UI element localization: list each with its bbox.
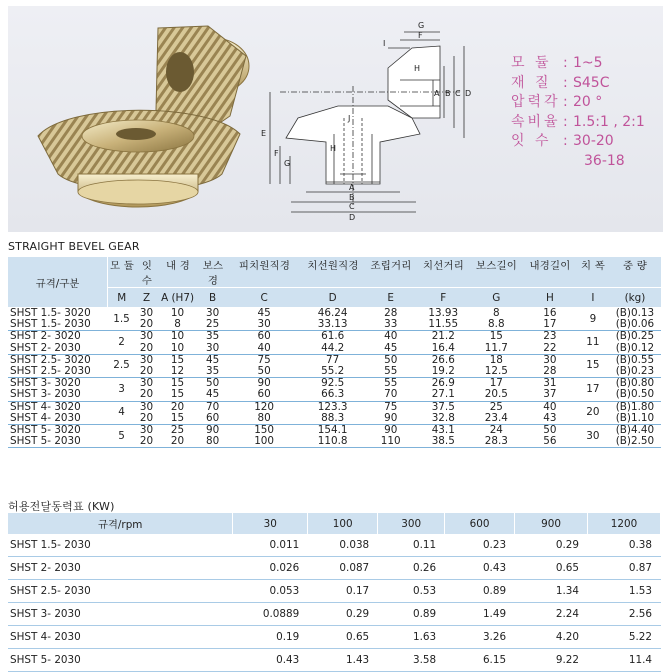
table-cell: 2 [108,331,136,354]
table-row [8,603,661,626]
table-row [8,331,661,343]
table-cell: (B)0.23 [609,366,661,378]
table-cell: 28 [523,366,577,378]
table-cell: 20 [577,401,609,424]
table-cell: 30 [139,307,154,319]
col-header-a: A (H7) [158,288,198,308]
col-header-rpm: 1200 [588,513,661,534]
table-cell: 0.038 [308,534,378,557]
table-cell: 61.6 [321,330,345,343]
table-row [8,649,661,672]
spec-key: 모 듈 [511,55,552,71]
table-cell: 0.89 [445,580,515,603]
dim-label-g2: G [418,21,425,30]
table-cell: 8 [158,319,198,331]
table-cell: 13.93 [428,307,459,319]
col-header-rpm: 600 [445,513,515,534]
table-cell: SHST 3- 2030 [8,603,233,626]
table-cell: SHST 2- 2030 [8,557,233,580]
table-cell: SHST 5- 2030 [8,649,233,672]
col-group-bore-len: 내경길이 [529,260,571,272]
table-cell: 0.89 [378,603,445,626]
spec-key: 재 질 [511,74,552,91]
table-cell: SHST 4- 3020 [10,400,81,413]
dim-label-b: B [349,193,355,202]
col-header-g: G [470,288,523,308]
table-row [8,343,661,355]
table-cell: 30 [543,353,557,366]
dim-label-a: A [349,183,355,192]
table-cell: 110 [365,436,417,448]
table-cell: 9 [577,308,609,331]
table-cell: 0.65 [515,557,588,580]
table-cell: 15 [158,389,198,401]
spec-row: 속비율 : 1.5:1 , 2:1 [511,113,645,133]
dim-label-h2: H [414,64,421,73]
spec-row: 잇 수 : 30-20 [511,132,645,152]
table-cell: (B)0.25 [615,330,655,343]
table-cell: 150 [254,424,275,437]
table-cell: 55 [365,366,417,378]
col-header-i: I [577,288,609,308]
bevel-gear-photo [38,110,240,207]
table-cell: 0.29 [515,534,588,557]
table-cell: 12.5 [470,366,523,378]
table-row [8,626,661,649]
table-cell: 50 [384,353,398,366]
table-cell: 11.7 [470,343,523,355]
table-cell: 120 [254,400,275,413]
table-cell: 60 [257,330,271,343]
table-cell: 20 [136,413,158,425]
table-cell: 5 [108,425,136,448]
table-cell: (B)0.55 [615,353,655,366]
col-group-face-width: 치 폭 [581,260,605,272]
spec-value: 30-20 [573,133,614,149]
table-cell: 26.9 [431,377,455,390]
spec-value: S45C [573,74,610,91]
table-cell: 3.26 [445,626,515,649]
dim-label-a2: A [434,89,440,98]
table-cell: 17 [577,378,609,401]
table-cell: SHST 2- 3020 [10,330,81,343]
table-cell: 75 [257,353,271,366]
table-cell: 60 [198,413,228,425]
table-cell: 20 [136,366,158,378]
table-cell: 15 [170,377,185,390]
col-group-pitch-dia: 피치원직경 [238,260,291,272]
table-cell: 1.53 [588,580,661,603]
table-cell: 15 [170,353,185,366]
col-header-m: M [108,288,136,308]
table-cell: 92.5 [321,377,345,390]
spec-row: 재 질 : S45C [511,74,645,94]
table-cell: 30 [139,400,154,413]
table-cell: 43.1 [431,424,455,437]
table-cell: 17 [523,319,577,331]
table-cell: 17 [489,377,503,390]
table-cell: 1.34 [515,580,588,603]
spec-key: 잇 수 [511,133,552,149]
table-cell: 46.24 [317,307,348,319]
table-cell: 27.1 [417,389,470,401]
table-cell: 1.63 [378,626,445,649]
col-header-spec: 규격/구분 [8,257,108,308]
col-header-spec-rpm: 규격/rpm [8,513,233,534]
table-cell: (B)4.40 [615,424,655,437]
table-cell: 37.5 [431,400,455,413]
power-table [8,513,661,672]
table-cell: 90 [384,424,398,437]
table-cell: 0.087 [308,557,378,580]
table-cell: SHST 2.5- 2030 [8,580,233,603]
table-cell: 5.22 [588,626,661,649]
table-cell: 2.56 [588,603,661,626]
gear-table-title: STRAIGHT BEVEL GEAR [8,240,140,253]
table-cell: 0.17 [308,580,378,603]
table-cell: SHST 1.5- 3020 [10,307,91,319]
table-cell: 50 [543,424,557,437]
col-group-boss-len: 보스길이 [476,260,517,272]
spec-key: 속비율 [511,113,561,130]
table-cell: 66.3 [301,389,365,401]
table-cell: 28.3 [470,436,523,448]
table-cell: 33 [365,319,417,331]
table-row [8,557,661,580]
table-cell: 0.0889 [233,603,308,626]
col-group-tip-dist: 치선거리 [423,260,464,272]
table-cell: 70 [365,389,417,401]
table-cell: 45 [205,353,220,366]
table-cell: 80 [228,413,301,425]
table-cell: 38.5 [417,436,470,448]
table-cell: 20 [136,389,158,401]
table-cell: (B)2.50 [609,436,661,448]
table-cell: 0.53 [378,580,445,603]
table-cell: 10 [158,343,198,355]
table-cell: 43 [523,413,577,425]
table-cell: 23 [543,330,557,343]
table-row [8,366,661,378]
table-cell: 30 [139,353,154,366]
gear-spec-table [8,257,661,448]
table-cell: 16.4 [417,343,470,355]
table-cell: 80 [198,436,228,448]
spec-value: 20 ° [573,94,603,110]
table-row [8,580,661,603]
col-header-b: B [198,288,228,308]
table-cell: 16 [543,307,557,319]
table-cell: 90 [365,413,417,425]
col-header-rpm: 900 [515,513,588,534]
col-header-d: D [301,288,365,308]
col-group-outer-dia: 치선원직경 [307,260,359,272]
table-cell: 30 [139,377,154,390]
dim-label-e: E [261,129,267,138]
table-cell: 10 [170,307,185,319]
table-cell: 1.49 [445,603,515,626]
table-cell: 15 [158,413,198,425]
table-cell: 6.15 [445,649,515,672]
table-cell: 37 [523,389,577,401]
table-cell: 32.8 [417,413,470,425]
table-cell: 45 [257,307,271,319]
col-group-boss-dia: 보스경 [202,260,224,287]
table-cell: 2.5 [108,354,136,377]
spec-value: 1.5:1 , 2:1 [573,113,645,130]
table-cell: 19.2 [417,366,470,378]
table-cell: 30 [139,330,154,343]
table-cell: 123.3 [317,400,348,413]
table-row [8,319,661,331]
col-header-z: Z [136,288,158,308]
dim-label-g: G [284,159,291,168]
table-cell: 0.29 [308,603,378,626]
table-cell: 45 [198,389,228,401]
table-cell: (B)0.80 [615,377,655,390]
table-cell: SHST 1.5- 2030 [8,319,108,331]
table-cell: 0.26 [378,557,445,580]
table-cell: 35 [198,366,228,378]
col-group-mount-dist: 조립거리 [370,260,412,272]
table-cell: 20.5 [470,389,523,401]
table-cell: 15 [577,354,609,377]
table-cell: 0.38 [588,534,661,557]
table-cell: 30 [205,307,220,319]
dim-label-f2: F [418,31,423,40]
table-cell: SHST 3- 2030 [8,389,108,401]
table-cell: 25 [170,424,185,437]
table-cell: 25 [198,319,228,331]
table-cell: 0.011 [233,534,308,557]
table-cell: 25 [489,400,503,413]
table-cell: 100 [228,436,301,448]
table-cell: 20 [170,400,185,413]
table-cell: (B)0.12 [609,343,661,355]
table-cell: 18 [489,353,503,366]
group-header-row [108,257,662,288]
table-cell: 1.43 [308,649,378,672]
spec-row: 압력각 : 20 ° [511,93,645,113]
table-cell: 30 [139,424,154,437]
col-header-c: C [228,288,301,308]
table-cell: SHST 4- 2030 [8,626,233,649]
table-cell: 11 [577,331,609,354]
table-cell: 20 [158,436,198,448]
table-cell: (B)0.06 [609,319,661,331]
table-cell: 11.55 [417,319,470,331]
table-cell: 8.8 [470,319,523,331]
dim-label-d: D [349,213,356,222]
table-cell: 0.87 [588,557,661,580]
spec-list [511,54,645,171]
table-cell: 28 [384,307,398,319]
table-cell: 2.24 [515,603,588,626]
table-cell: 20 [136,343,158,355]
table-cell: 88.3 [301,413,365,425]
table-cell: 0.11 [378,534,445,557]
table-cell: 30 [228,319,301,331]
table-row [8,436,661,448]
table-cell: 3.58 [378,649,445,672]
table-cell: 40 [384,330,398,343]
spec-row-continued: 36-18 [584,152,625,169]
table-cell: 4 [108,401,136,424]
table-cell: 44.2 [301,343,365,355]
table-cell: 45 [365,343,417,355]
col-group-module: 모 듈 [110,260,134,272]
dim-label-c: C [349,202,355,211]
table-cell: 0.053 [233,580,308,603]
col-header-h: H [523,288,577,308]
table-cell: 40 [543,400,557,413]
table-cell: 4.20 [515,626,588,649]
col-header-f: F [417,288,470,308]
table-cell: 9.22 [515,649,588,672]
col-header-rpm: 30 [233,513,308,534]
table-cell: 55 [384,377,398,390]
dimension-drawing [270,32,464,212]
table-cell: 11.4 [588,649,661,672]
table-cell: 24 [489,424,503,437]
table-cell: 0.026 [233,557,308,580]
table-cell: (B)0.13 [615,307,655,319]
table-row [8,413,661,425]
table-cell: SHST 3- 3020 [10,377,81,390]
table-cell: 0.43 [445,557,515,580]
table-cell: 50 [205,377,220,390]
spec-key: 압력각 [511,94,561,110]
table-cell: 21.2 [431,330,455,343]
product-hero [8,6,663,232]
table-cell: 22 [523,343,577,355]
table-cell: 40 [228,343,301,355]
table-cell: 35 [205,330,220,343]
table-cell: 0.65 [308,626,378,649]
table-cell: 10 [170,330,185,343]
table-cell: 77 [326,353,340,366]
table-cell: SHST 5- 2030 [8,436,108,448]
table-cell: 110.8 [301,436,365,448]
table-cell: 0.43 [233,649,308,672]
dim-label-c2: C [455,89,461,98]
table-cell: 12 [158,366,198,378]
table-cell: 56 [523,436,577,448]
table-cell: SHST 1.5- 2030 [8,534,233,557]
table-cell: 50 [228,366,301,378]
table-cell: 31 [543,377,557,390]
table-cell: 33.13 [301,319,365,331]
table-cell: (B)1.80 [615,400,655,413]
dim-label-d2: D [465,89,472,98]
table-row [8,389,661,401]
table-cell: (B)0.50 [609,389,661,401]
table-cell: 154.1 [317,424,348,437]
table-cell: (B)1.10 [609,413,661,425]
table-cell: 20 [136,319,158,331]
gear-table-body [8,308,661,448]
table-cell: 60 [228,389,301,401]
table-cell: 30 [198,343,228,355]
table-cell: SHST 5- 3020 [10,424,81,437]
table-cell: 8 [492,307,500,319]
col-header-rpm: 300 [378,513,445,534]
table-cell: SHST 4- 2030 [8,413,108,425]
table-cell: 23.4 [470,413,523,425]
table-cell: 1.5 [108,308,136,331]
col-group-weight: 중 량 [623,260,647,272]
table-cell: 55.2 [301,366,365,378]
table-cell: 90 [257,377,271,390]
dim-label-b2: B [445,89,451,98]
table-cell: 0.19 [233,626,308,649]
table-cell: 90 [205,424,220,437]
dim-label-j: J [348,114,351,123]
col-header-e: E [365,288,417,308]
col-header-kg: (kg) [609,288,661,308]
table-cell: 3 [108,378,136,401]
col-group-bore: 내 경 [166,260,190,272]
col-group-teeth: 잇 수 [141,260,153,287]
table-cell: 20 [136,436,158,448]
dim-label-f: F [274,149,279,158]
table-cell: 15 [489,330,503,343]
table-cell: 70 [205,400,220,413]
table-row [8,534,661,557]
table-cell: SHST 2- 2030 [8,343,108,355]
power-table-title: 허용전달동력표 (KW) [8,500,115,513]
table-cell: SHST 2.5- 2030 [8,366,108,378]
spec-row: 모 듈 : 1~5 [511,54,645,74]
table-cell: 0.23 [445,534,515,557]
power-table-body [8,534,661,672]
dim-label-i: I [383,39,386,48]
spec-value: 1~5 [573,55,603,71]
table-cell: 26.6 [431,353,455,366]
col-header-rpm: 100 [308,513,378,534]
dim-label-h: H [330,144,337,153]
table-cell: 75 [384,400,398,413]
table-cell: 30 [577,425,609,448]
table-cell: SHST 2.5- 3020 [10,353,91,366]
